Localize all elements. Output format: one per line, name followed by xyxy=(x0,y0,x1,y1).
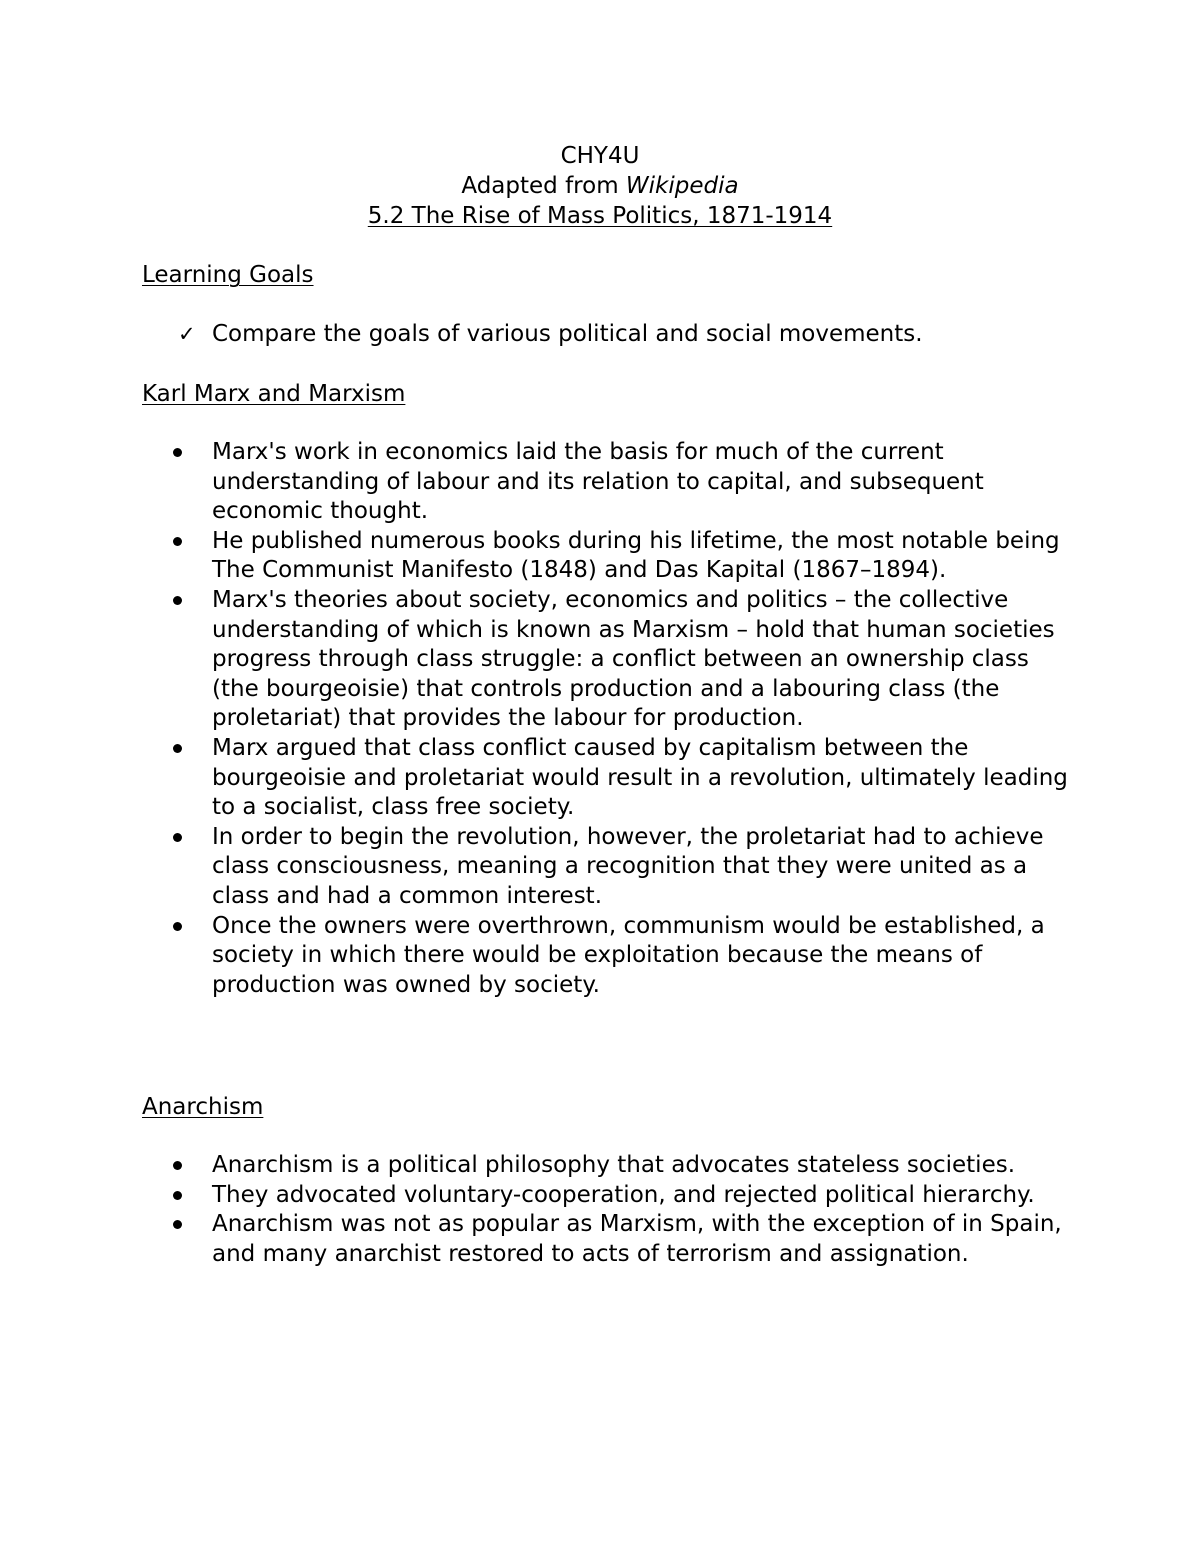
checkmark-icon: ✓ xyxy=(178,322,196,346)
bullet-icon xyxy=(173,833,182,842)
bullet-icon xyxy=(173,922,182,931)
source-name: Wikipedia xyxy=(625,173,739,199)
marxism-point-text: In order to begin the revolution, however, the proletariat had to achieve class consciousness, meaning a recognition that they were united as a class and had a common interest. xyxy=(212,823,1044,909)
anarchism-list xyxy=(0,1151,1200,1269)
list-item xyxy=(0,823,1082,912)
marxism-point-text: Once the owners were overthrown, communism would be established, a society in which there would be exploitation because the means of production was owned by society. xyxy=(212,912,1045,998)
document-header xyxy=(0,141,1200,231)
anarchism-point-text: Anarchism is a political philosophy that advocates stateless societies. xyxy=(212,1152,1016,1178)
list-item xyxy=(0,1151,1082,1181)
document-title xyxy=(0,201,1200,231)
learning-goals-list xyxy=(0,320,1200,350)
list-item xyxy=(0,586,1082,734)
bullet-icon xyxy=(173,448,182,457)
bullet-icon xyxy=(173,596,182,605)
course-code: CHY4U xyxy=(560,143,640,169)
list-item xyxy=(0,438,1082,527)
anarchism-point-text: Anarchism was not as popular as Marxism, with the exception of in Spain, and many anarchist restored to acts of terrorism and assignation. xyxy=(212,1211,1062,1267)
list-item xyxy=(0,734,1082,823)
document-title-text: 5.2 The Rise of Mass Politics, 1871-1914 xyxy=(367,203,833,229)
marxism-heading-text: Karl Marx and Marxism xyxy=(142,381,406,407)
bullet-icon xyxy=(173,1161,182,1170)
bullet-icon xyxy=(173,744,182,753)
list-item xyxy=(0,912,1082,1001)
source-prefix: Adapted from xyxy=(461,173,626,199)
anarchism-heading-text: Anarchism xyxy=(142,1094,264,1120)
bullet-icon xyxy=(173,1191,182,1200)
marxism-heading xyxy=(142,379,405,409)
marxism-point-text: Marx's work in economics laid the basis for much of the current understanding of labour and its relation to capital, and subsequent economic thought. xyxy=(212,439,984,525)
list-item xyxy=(0,320,1082,350)
marxism-point-text: Marx argued that class conflict caused by capitalism between the bourgeoisie and proletariat would result in a revolution, ultimately leading to a socialist, class free society. xyxy=(212,734,1068,821)
list-item xyxy=(0,1181,1082,1211)
learning-goal-text: Compare the goals of various political and social movements. xyxy=(212,321,923,347)
source-line xyxy=(0,171,1200,201)
marxism-point-text: Marx's theories about society, economics and politics – the collective understanding of which is known as Marxism – hold that human societies progress through class struggle: a conflict between an ownership class (the bourgeoisie) that controls production and a labouring class (the proletariat) that provides the labour for production. xyxy=(212,586,1055,732)
marxism-point-text: He published numerous books during his lifetime, the most notable being The Communist Manifesto (1848) and Das Kapital (1867–1894). xyxy=(212,527,1060,584)
bullet-icon xyxy=(173,1220,182,1229)
list-item xyxy=(0,527,1082,586)
anarchism-point-text: They advocated voluntary-cooperation, and rejected political hierarchy. xyxy=(212,1181,1035,1208)
learning-goals-heading-text: Learning Goals xyxy=(142,262,314,288)
marxism-list xyxy=(0,438,1200,1000)
list-item xyxy=(0,1210,1082,1269)
anarchism-heading xyxy=(142,1092,263,1122)
learning-goals-heading xyxy=(142,260,314,290)
bullet-icon xyxy=(173,537,182,546)
